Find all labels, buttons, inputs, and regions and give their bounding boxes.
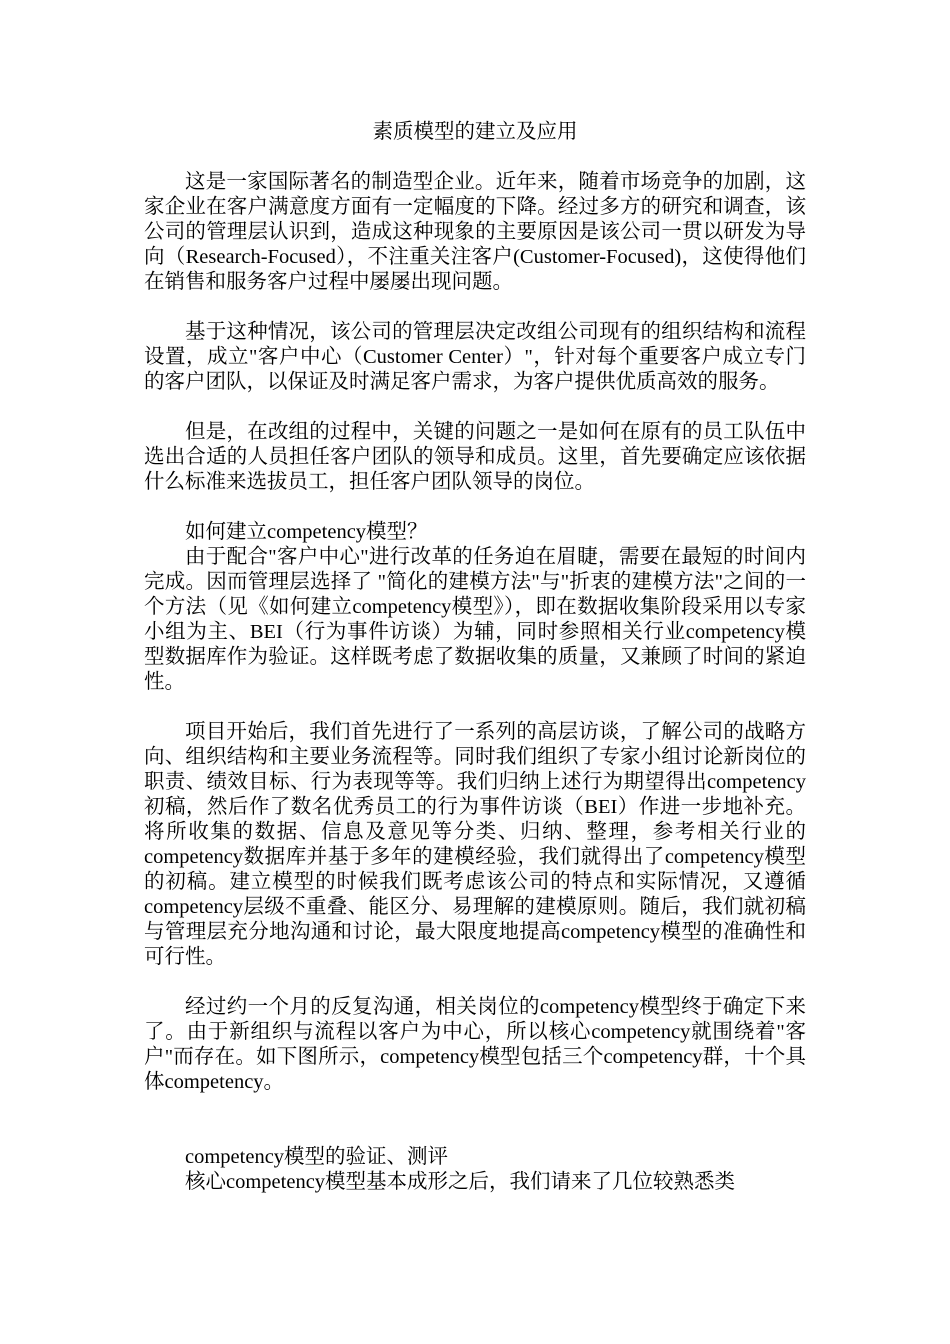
section-heading-build-model: 如何建立competency模型？	[185, 521, 428, 543]
paragraph-key-issue: 但是，在改组的过程中，关键的问题之一是如何在原有的员工队伍中选出合适的人员担任客户团队的领导和成员。这里，首先要确定应该依据什么标准来选拔员工，担任客户团队领导的岗位。	[144, 421, 806, 493]
paragraph-project-process: 项目开始后，我们首先进行了一系列的高层访谈，了解公司的战略方向、组织结构和主要业务流程等。同时我们组织了专家小组讨论新岗位的职责、绩效目标、行为表现等等。我们归纳上述行为期望得出competency初稿，然后作了数名优秀员工的行为事件访谈（BEI）作进一步地补充。将所收集的数据、信息及意见等分类、归纳、整理，参考相关行业的competency数据库并基于多年的建模经验，我们就得出了competency模型的初稿。建立模型的时候我们既考虑该公司的特点和实际情况，又遵循competency层级不重叠、能区分、易理解的建模原则。随后，我们就初稿与管理层充分地沟通和讨论，最大限度地提高competency模型的准确性和可行性。	[144, 721, 806, 968]
document-title: 素质模型的建立及应用	[372, 121, 578, 143]
paragraph-spacer	[144, 695, 806, 720]
section-heading-validation: competency模型的验证、测评	[185, 1146, 449, 1168]
paragraph-spacer	[144, 495, 806, 520]
paragraph-spacer	[144, 295, 806, 320]
paragraph-spacer	[144, 395, 806, 420]
paragraph-reorganization: 基于这种情况，该公司的管理层决定改组公司现有的组织结构和流程设置，成立"客户中心（Customer Center）"，针对每个重要客户成立专门的客户团队，以保证及时满足客户需求，为客户提供优质高效的服务。	[144, 321, 806, 393]
paragraph-model-result: 经过约一个月的反复沟通，相关岗位的competency模型终于确定下来了。由于新组织与流程以客户为中心，所以核心competency就围绕着"客户"而存在。如下图所示，competency模型包括三个competency群，十个具体competency。	[144, 996, 806, 1093]
paragraph-method: 由于配合"客户中心"进行改革的任务迫在眉睫，需要在最短的时间内完成。因而管理层选择了 "简化的建模方法"与"折衷的建模方法"之间的一个方法（见《如何建立competency模型》），即在数据收集阶段采用以专家小组为主、BEI（行为事件访谈）为辅，同时参照相关行业competency模型数据库作为验证。这样既考虑了数据收集的质量，又兼顾了时间的紧迫性。	[144, 546, 806, 693]
paragraph-spacer	[144, 1095, 806, 1145]
document-page	[144, 120, 806, 1195]
paragraph-spacer	[144, 970, 806, 995]
paragraph-intro: 这是一家国际著名的制造型企业。近年来，随着市场竞争的加剧，这家企业在客户满意度方面有一定幅度的下降。经过多方的研究和调查，该公司的管理层认识到，造成这种现象的主要原因是该公司一贯以研发为导向（Research-Focused），不注重关注客户(Customer-Focused)，这使得他们在销售和服务客户过程中屡屡出现问题。	[144, 171, 806, 293]
paragraph-validation: 核心competency模型基本成形之后，我们请来了几位较熟悉类	[185, 1171, 736, 1193]
